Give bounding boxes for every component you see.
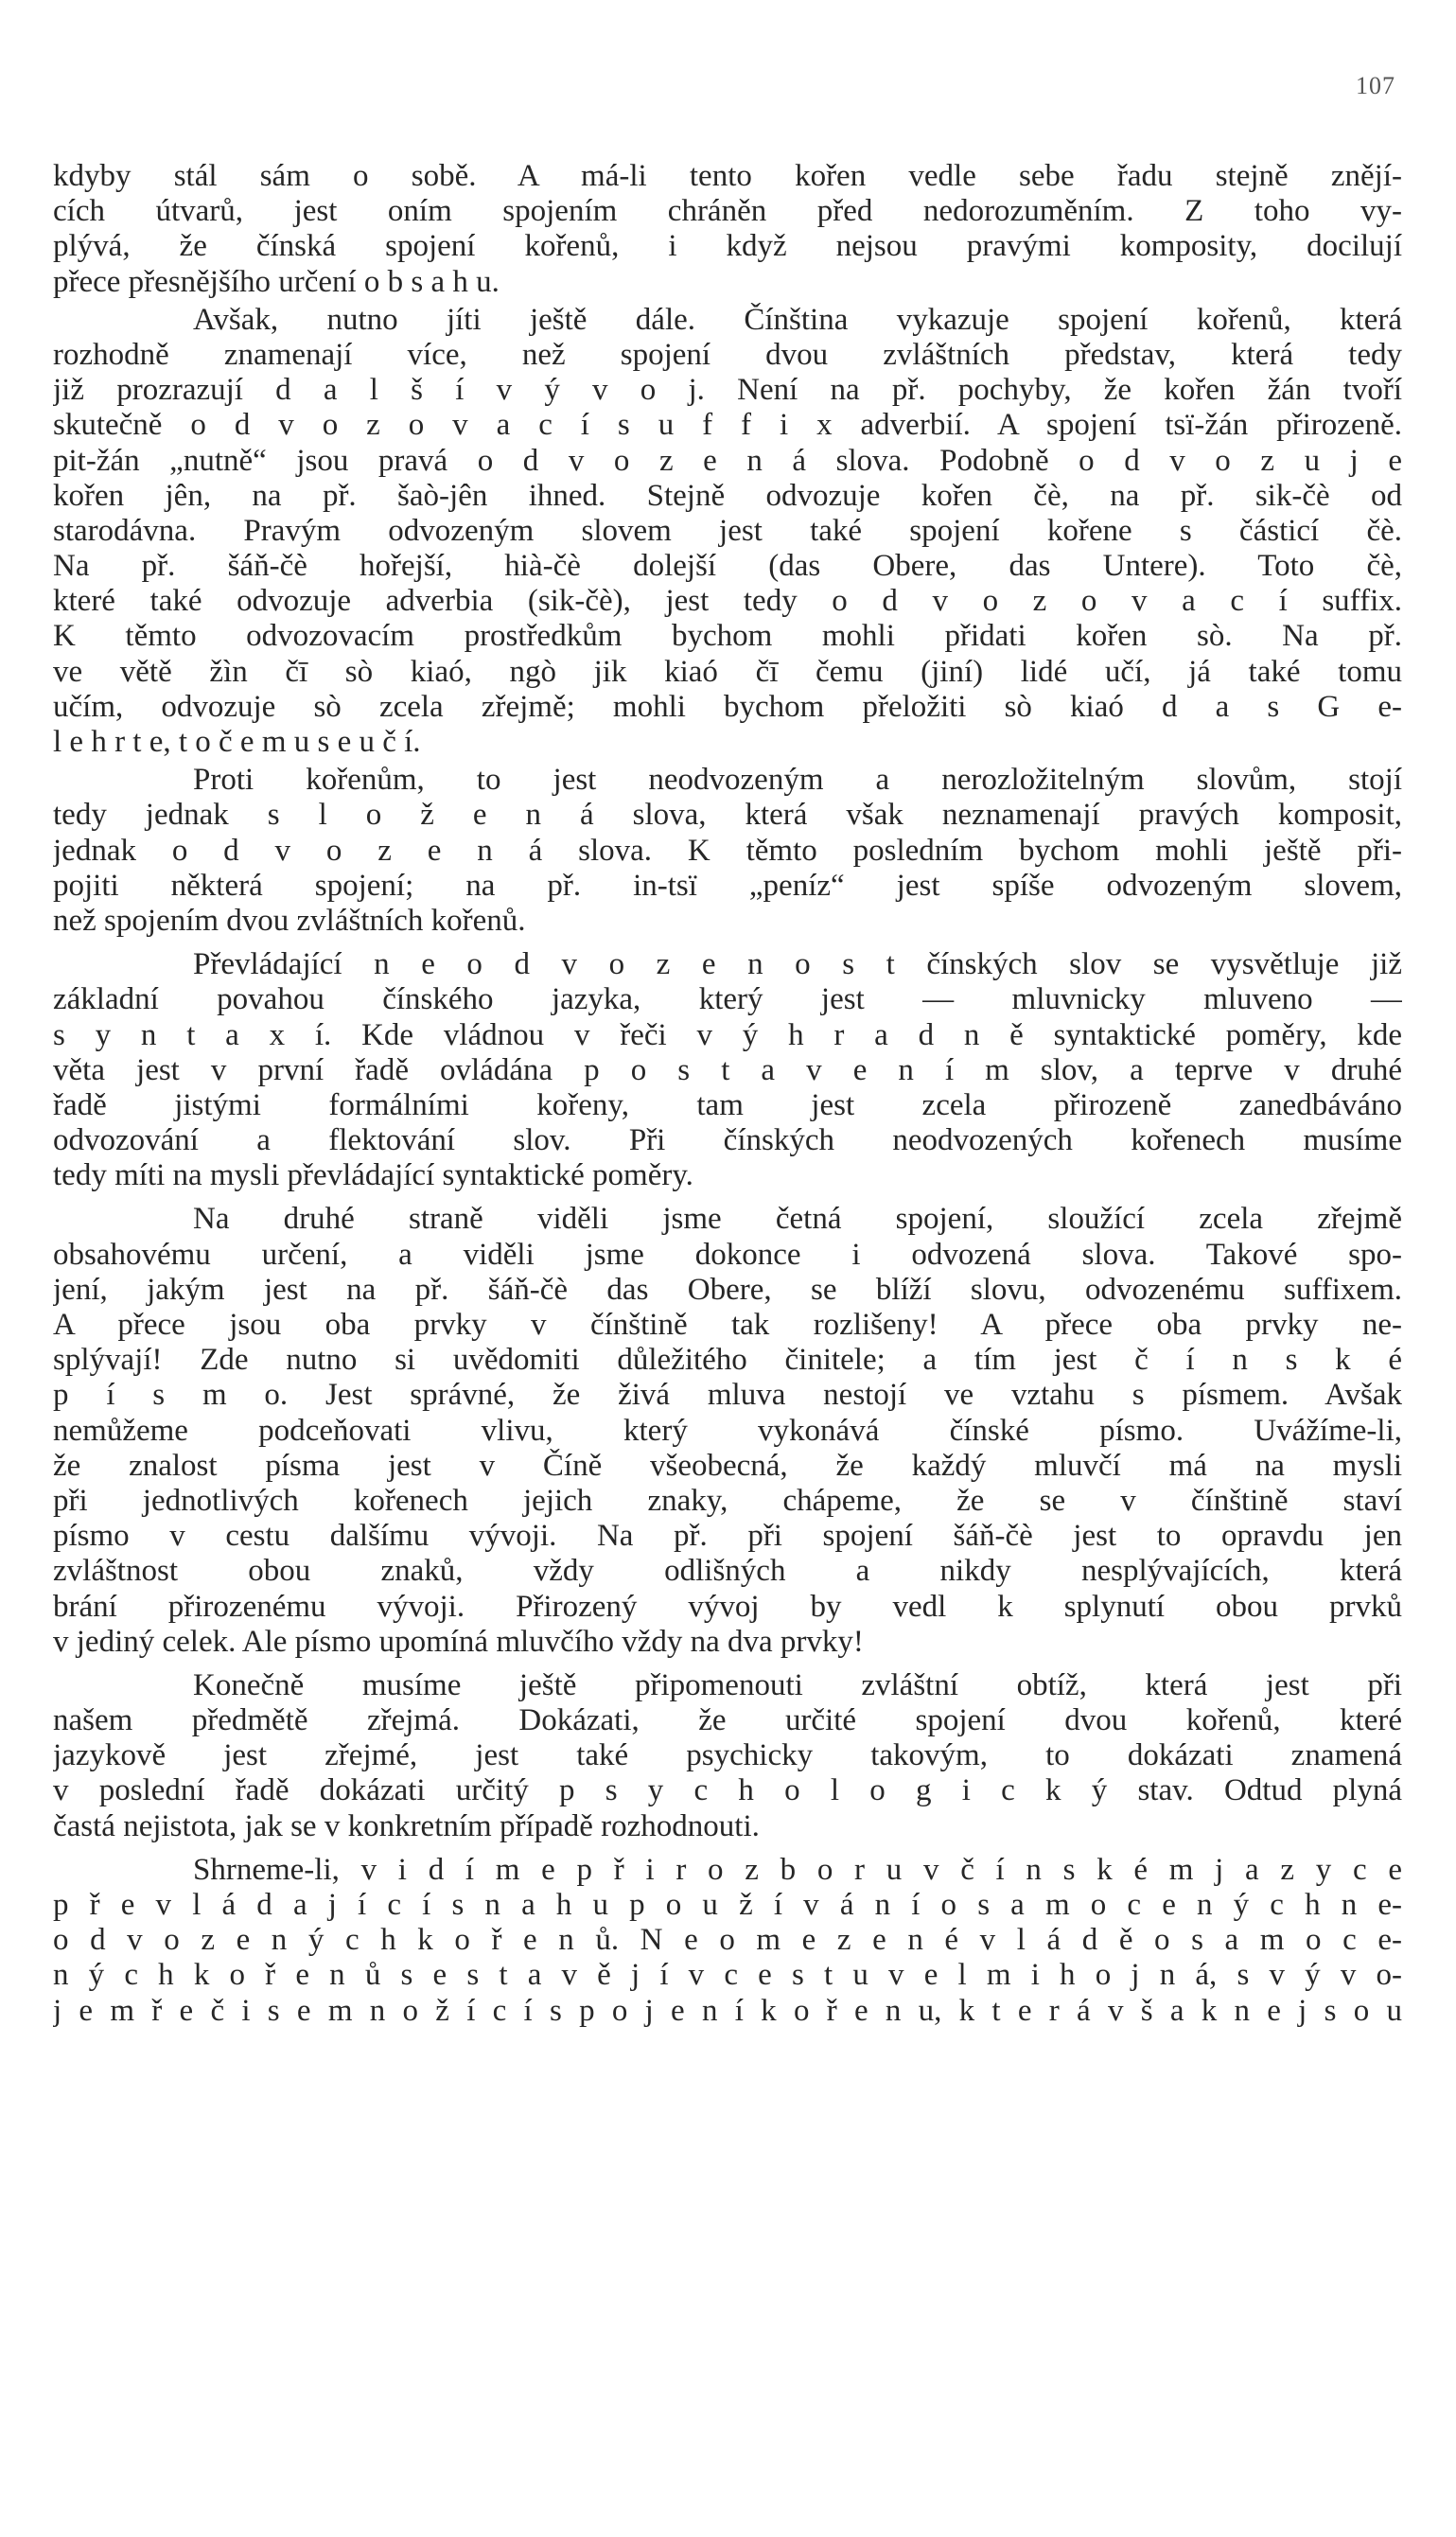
- text-line: j e m ř e č i s e m n o ž í c í s p o j e n í k o ř e n u, k t e r á v š a k n e j s o u: [53, 1993, 1402, 2028]
- text-line: které také odvozuje adverbia (sik-čè), jest tedy o d v o z o v a c í suffix.: [53, 584, 1402, 619]
- text-line: našem předmětě zřejmá. Dokázati, že určité spojení dvou kořenů, které: [53, 1703, 1402, 1738]
- text-line: jazykově jest zřejmé, jest také psychicky takovým, to dokázati znamená: [53, 1738, 1402, 1773]
- text-line: p í s m o. Jest správné, že živá mluva nestojí ve vztahu s písmem. Avšak: [53, 1378, 1402, 1413]
- text-line: rozhodně znamenají více, než spojení dvou zvláštních představ, která tedy: [53, 337, 1402, 372]
- text-line: pit-žán „nutně“ jsou pravá o d v o z e n á slova. Podobně o d v o z u j e: [53, 443, 1402, 478]
- text-line: starodávna. Pravým odvozeným slovem jest také spojení kořene s částicí čè.: [53, 513, 1402, 548]
- text-line: p ř e v l á d a j í c í s n a h u p o u ž í v á n í o s a m o c e n ý c h n e-: [53, 1888, 1402, 1922]
- text-line: n ý c h k o ř e n ů s e s t a v ě j í v c e s t u v e l m i h o j n á, s v ý v o-: [53, 1958, 1402, 1993]
- text-line: základní povahou čínského jazyka, který jest — mluvnicky mluveno —: [53, 982, 1402, 1017]
- text-line: v jediný celek. Ale písmo upomíná mluvčího vždy na dva prvky!: [53, 1624, 864, 1659]
- text-line: při jednotlivých kořenech jejich znaky, chápeme, že se v čínštině staví: [53, 1483, 1402, 1518]
- text-line: tedy jednak s l o ž e n á slova, která však neznamenají pravých komposit,: [53, 798, 1402, 833]
- text-line: brání přirozenému vývoji. Přirozený vývoj by vedl k splynutí obou prvků: [53, 1589, 1402, 1624]
- text-line: kdyby stál sám o sobě. A má-li tento kořen vedle sebe řadu stejně znějí-: [53, 159, 1402, 193]
- text-line: Převládající n e o d v o z e n o s t čínských slov se vysvětluje již: [193, 947, 1402, 982]
- text-line: A přece jsou oba prvky v čínštině tak rozlišeny! A přece oba prvky ne-: [53, 1308, 1402, 1342]
- text-line: Konečně musíme ještě připomenouti zvláštní obtíž, která jest při: [193, 1667, 1402, 1702]
- text-line: že znalost písma jest v Číně všeobecná, že každý mluvčí má na mysli: [53, 1448, 1402, 1483]
- text-line: Na př. šáň-čè hořejší, hià-čè dolejší (das Obere, das Untere). Toto čè,: [53, 549, 1402, 584]
- text-line: věta jest v první řadě ovládána p o s t a v e n í m slov, a teprve v druhé: [53, 1052, 1402, 1087]
- text-line: obsahovému určení, a viděli jsme dokonce i odvozená slova. Takové spo-: [53, 1237, 1402, 1272]
- text-line: s y n t a x í. Kde vládnou v řeči v ý h r a d n ě syntaktické poměry, kde: [53, 1017, 1402, 1052]
- text-line: Proti kořenům, to jest neodvozeným a nerozložitelným slovům, stojí: [193, 763, 1402, 798]
- text-line: tedy míti na mysli převládající syntaktické poměry.: [53, 1158, 693, 1193]
- text-line: kořen jên, na př. šaò-jên ihned. Stejně odvozuje kořen čè, na př. sik-čè od: [53, 478, 1402, 513]
- text-line: jednak o d v o z e n á slova. K těmto posledním bychom mohli ještě při-: [53, 833, 1402, 868]
- text-line: odvozování a flektování slov. Při čínských neodvozených kořenech musíme: [53, 1123, 1402, 1158]
- text-line: o d v o z e n ý c h k o ř e n ů. N e o m e z e n é v l á d ě o s a m o c e-: [53, 1923, 1402, 1958]
- text-line: Na druhé straně viděli jsme četná spojení, sloužící zcela zřejmě: [193, 1202, 1402, 1237]
- text-line: již prozrazují d a l š í v ý v o j. Není na př. pochyby, že kořen žán tvoří: [53, 373, 1402, 408]
- page-number: 107: [1356, 72, 1395, 99]
- text-line: v poslední řadě dokázati určitý p s y c h o l o g i c k ý stav. Odtud plyná: [53, 1773, 1402, 1808]
- text-line: častá nejistota, jak se v konkretním případě rozhodnouti.: [53, 1808, 760, 1843]
- text-line: jení, jakým jest na př. šáň-čè das Obere, se blíží slovu, odvozenému suffixem.: [53, 1272, 1402, 1307]
- text-line: řadě jistými formálními kořeny, tam jest zcela přirozeně zanedbáváno: [53, 1087, 1402, 1122]
- body-text: [53, 159, 1402, 2029]
- text-line: splývají! Zde nutno si uvědomiti důležitého činitele; a tím jest č í n s k é: [53, 1343, 1402, 1378]
- text-line: než spojením dvou zvláštních kořenů.: [53, 903, 526, 938]
- text-line: skutečně o d v o z o v a c í s u f f i x adverbií. A spojení tsï-žán přirozeně.: [53, 408, 1402, 443]
- text-line: ve větě žìn čī sò kiaó, ngò jik kiaó čī čemu (jiní) lidé učí, já také tomu: [53, 654, 1402, 689]
- text-line: Avšak, nutno jíti ještě dále. Čínština vykazuje spojení kořenů, která: [193, 302, 1402, 337]
- text-line: l e h r t e, t o č e m u s e u č í.: [53, 725, 421, 759]
- text-line: písmo v cestu dalšímu vývoji. Na př. při spojení šáň-čè jest to opravdu jen: [53, 1519, 1402, 1554]
- text-line: K těmto odvozovacím prostředkům bychom mohli přidati kořen sò. Na př.: [53, 619, 1402, 654]
- text-line: plývá, že čínská spojení kořenů, i když nejsou pravými komposity, docilují: [53, 229, 1402, 264]
- text-line: Shrneme-li, v i d í m e p ř i r o z b o r u v č í n s k é m j a z y c e: [193, 1852, 1402, 1887]
- text-line: učím, odvozuje sò zcela zřejmě; mohli bychom přeložiti sò kiaó d a s G e-: [53, 689, 1402, 724]
- text-line: přece přesnějšího určení o b s a h u.: [53, 264, 500, 299]
- text-line: cích útvarů, jest oním spojením chráněn před nedorozuměním. Z toho vy-: [53, 194, 1402, 229]
- text-line: pojiti některá spojení; na př. in-tsï „peníz“ jest spíše odvozeným slovem,: [53, 868, 1402, 903]
- text-line: nemůžeme podceňovati vlivu, který vykonává čínské písmo. Uvážíme-li,: [53, 1413, 1402, 1448]
- text-line: zvláštnost obou znaků, vždy odlišných a nikdy nesplývajících, která: [53, 1554, 1402, 1589]
